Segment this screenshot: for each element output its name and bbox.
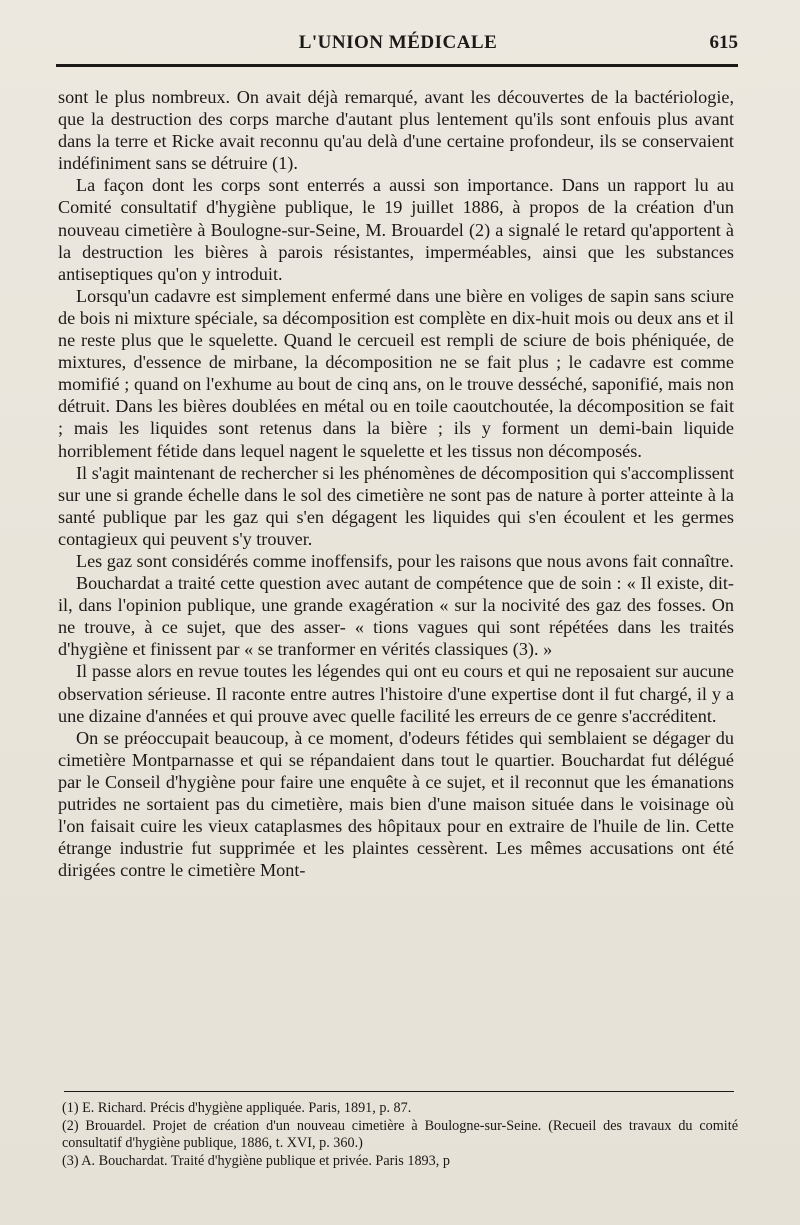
running-title: L'UNION MÉDICALE [298, 32, 498, 53]
paragraph: Bouchardat a traité cette question avec autant de compétence que de soin : « Il existe, dit-il, dans l'opinion publique, une grande exagération « sur la nocivité des gaz des fosses. On ne trouve, à ce sujet, que des asser- « tions vagues qui sont répétées dans les traités d'hygiène et finissent par « se tranformer en vérités classiques (3). » [58, 573, 734, 660]
paragraph: On se préoccupait beaucoup, à ce moment, d'odeurs fétides qui semblaient se dégager du cimetière Montparnasse et qui se répandaient dans tout le quartier. Bouchardat fut délégué par le Conseil d'hygiène pour faire une enquête à ce sujet, et il reconnut que les émanations putrides ne sortaient pas du cimetière, mais bien d'une maison située dans le voisinage où l'on faisait cuire les vieux cataplasmes des hôpitaux pour en extraire de l'huile de lin. Cette étrange industrie fut supprimée et les plaintes cessèrent. Les mêmes accusations ont été dirigées contre le cimetière Mont- [58, 727, 734, 881]
paragraph: Lorsqu'un cadavre est simplement enfermé dans une bière en voliges de sapin sans sciure de bois ni mixture spéciale, sa décomposition est complète en dix-huit mois ou deux ans et il ne reste plus que le squelette. Quand le cercueil est rempli de sciure de bois phéniquée, de mixtures, d'essence de mirbane, la décomposition ne se fait plus ; le cadavre est comme momifié ; quand on l'exhume au bout de cinq ans, on le trouve desséché, saponifié, mais non détruit. Dans les bières doublées en métal ou en toile caoutchoutée, la décomposition se fait ; mais les liquides sont retenus dans la bière ; ils y forment un demi-bain liquide horriblement fétide dans lequel nagent le squelette et les tissus non décomposés. [58, 285, 734, 461]
page-header [58, 26, 738, 62]
paragraph: Il s'agit maintenant de rechercher si les phénomènes de décomposition qui s'accomplissent sur une si grande échelle dans le sol des cimetière ne sont pas de nature à porter atteinte à la santé publique par les gaz qui s'en dégagent les liquides qui s'en écoulent et les germes contagieux qui peuvent s'y trouver. [58, 462, 734, 549]
header-rule [56, 64, 738, 67]
paragraph: sont le plus nombreux. On avait déjà remarqué, avant les découvertes de la bactériologie, que la destruction des corps marche d'autant plus lentement qu'ils sont enfouis plus avant dans la terre et Ricke avait reconnu qu'au delà d'une certaine profondeur, ils se conservaient indéfiniment sans se détruire (1). [58, 87, 734, 174]
paragraph: Il passe alors en revue toutes les légendes qui ont eu cours et qui ne reposaient sur aucune observation sérieuse. Il raconte entre autres l'histoire d'une expertise dont il fut chargé, il y a une dizaine d'années et qui prouve avec quelle facilité les erreurs de ce genre s'accréditent. [58, 661, 734, 726]
body-text [58, 86, 734, 881]
paragraph: Les gaz sont considérés comme inoffensifs, pour les raisons que nous avons fait connaître. [76, 550, 734, 571]
footnote: (2) Brouardel. Projet de création d'un nouveau cimetière à Boulogne-sur-Seine. (Recueil des travaux du comité consultatif d'hygiène publique, 1886, t. XVI, p. 360.) [62, 1117, 738, 1151]
paragraph: La façon dont les corps sont enterrés a aussi son importance. Dans un rapport lu au Comité consultatif d'hygiène publique, le 19 juillet 1886, à propos de la création d'un nouveau cimetière à Boulogne-sur-Seine, M. Brouardel (2) a signalé le retard qu'apportent à la destruction les bières à parois résistantes, imperméables, ainsi que les substances antiseptiques qu'on y introduit. [58, 175, 734, 284]
footnote: (1) E. Richard. Précis d'hygiène appliquée. Paris, 1891, p. 87. [62, 1100, 412, 1116]
footnote: (3) A. Bouchardat. Traité d'hygiène publique et privée. Paris 1893, p [62, 1152, 450, 1169]
footnote-rule [64, 1091, 734, 1092]
footnotes [62, 1100, 738, 1170]
page-number: 615 [709, 32, 738, 53]
